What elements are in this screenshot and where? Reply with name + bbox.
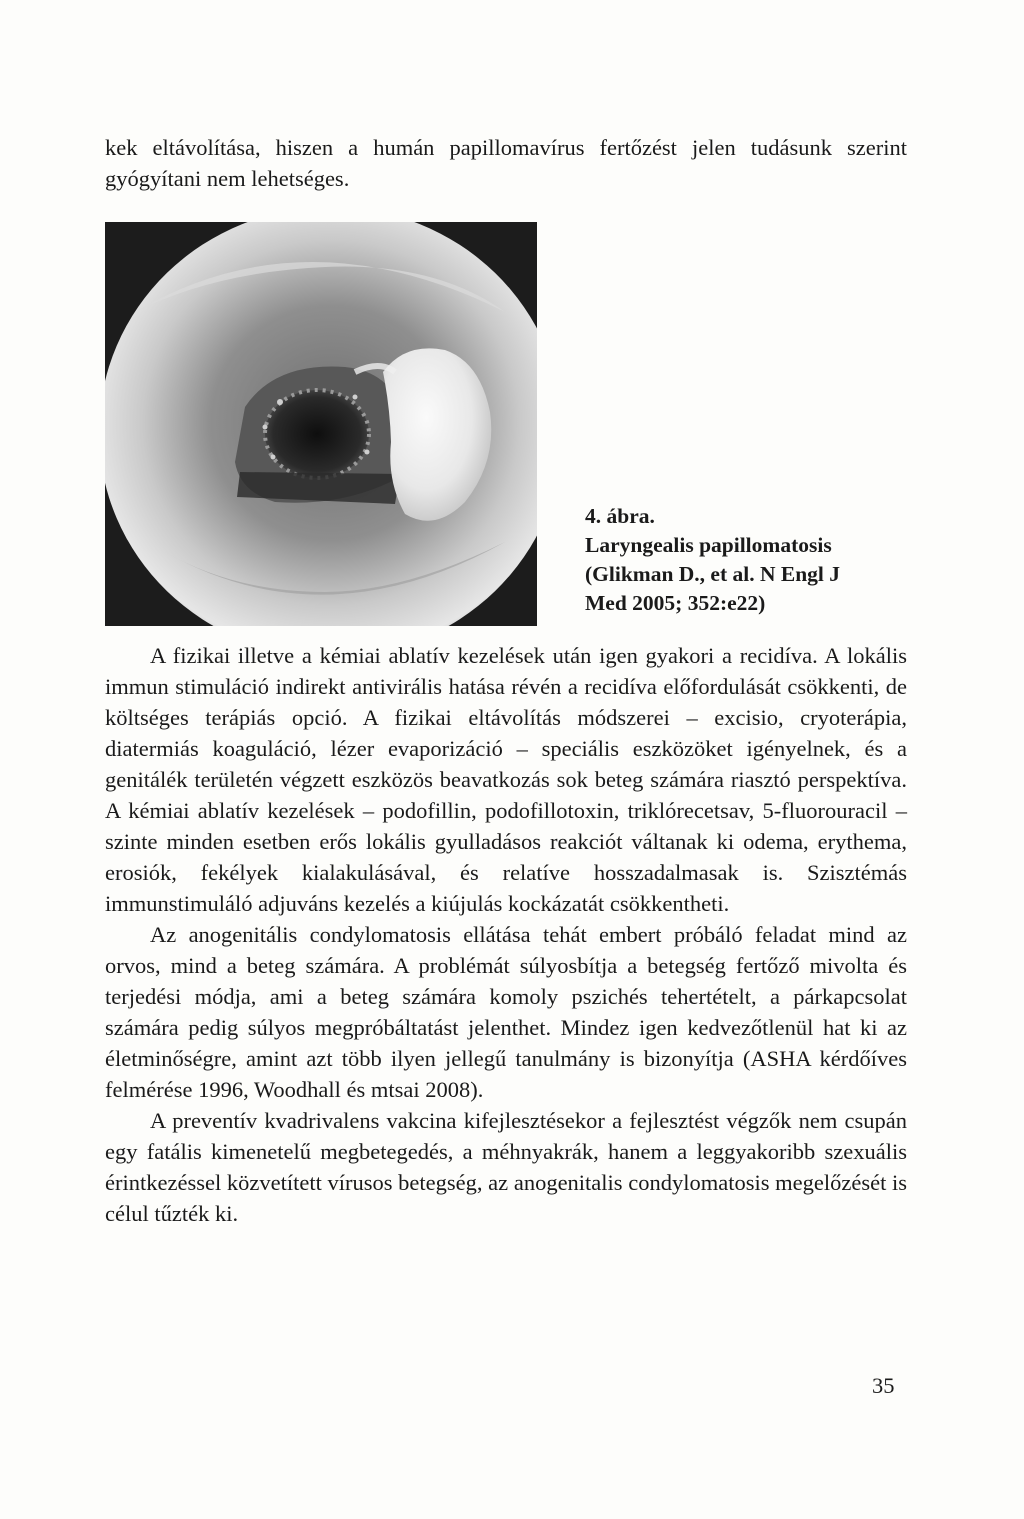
paragraph-anogenital-condylomatosis: Az anogenitális condylomatosis ellátása tehát embert próbáló feladat mind az orvos, mind a beteg számára. A problémát súlyosbítja a betegség fertőző mivolta és terjedési módja, ami a beteg számára komoly pszichés tehertételt, a párkapcsolat számára pedig súlyos megpróbáltatást jelenthet. Mindez igen kedvezőtlenül hat ki az életminőségre, amint azt több ilyen jellegű tanulmány is bizonyítja (ASHA kérdőíves felmérése 1996, Woodhall és mtsai 2008). [105, 922, 907, 1102]
paragraph-ablative-treatment: A fizikai illetve a kémiai ablatív kezelések után igen gyakori a recidíva. A lokális immun stimuláció indirekt antivirális hatása révén a recidíva előfordulását csökkenti, de költséges terápiás opció. A fizikai eltávolítás módszerei – excisio, cryoterápia, diatermiás koaguláció, lézer evaporizáció – speciális eszközöket igényelnek, és a genitálék területén végzett eszközös beavatkozás sok beteg számára riasztó perspektíva. A kémiai ablatív kezelések – podofillin, podofillotoxin, triklórecetsav, 5-fluorouracil – szinte minden esetben erős lokális gyulladásos reakciót váltanak ki odema, erythema, erosiók, fekélyek kialakulásával, és relatíve hosszadalmasak is. Szisztémás immunstimuláló adjuváns kezelés a kiújulás kockázatát csökkentheti. [105, 643, 907, 916]
caption-source-line1: (Glikman D., et al. N Engl J [585, 562, 841, 586]
laryngoscopy-photo [105, 222, 537, 626]
caption-number: 4. ábra. [585, 504, 655, 528]
body-text [105, 640, 907, 1229]
intro-paragraph: kek eltávolítása, hiszen a humán papillomavírus fertőzést jelen tudásunk szerint gyógyítani nem lehetséges. [105, 135, 907, 191]
page-content [105, 132, 907, 1229]
page-number: 35 [872, 1373, 895, 1398]
paragraph-preventive-vaccine: A preventív kvadrivalens vakcina kifejlesztésekor a fejlesztést végzők nem csupán egy fatális kimenetelű megbetegedés, a méhnyakrák, hanem a leggyakoribb szexuális érintkezéssel közvetített vírusos betegség, az anogenitalis condylomatosis megelőzését is célul tűzték ki. [105, 1108, 907, 1226]
caption-title: Laryngealis papillomatosis [585, 533, 832, 557]
caption-source-line2: Med 2005; 352:e22) [585, 591, 766, 615]
figure [105, 222, 907, 634]
figure-caption [585, 502, 915, 618]
